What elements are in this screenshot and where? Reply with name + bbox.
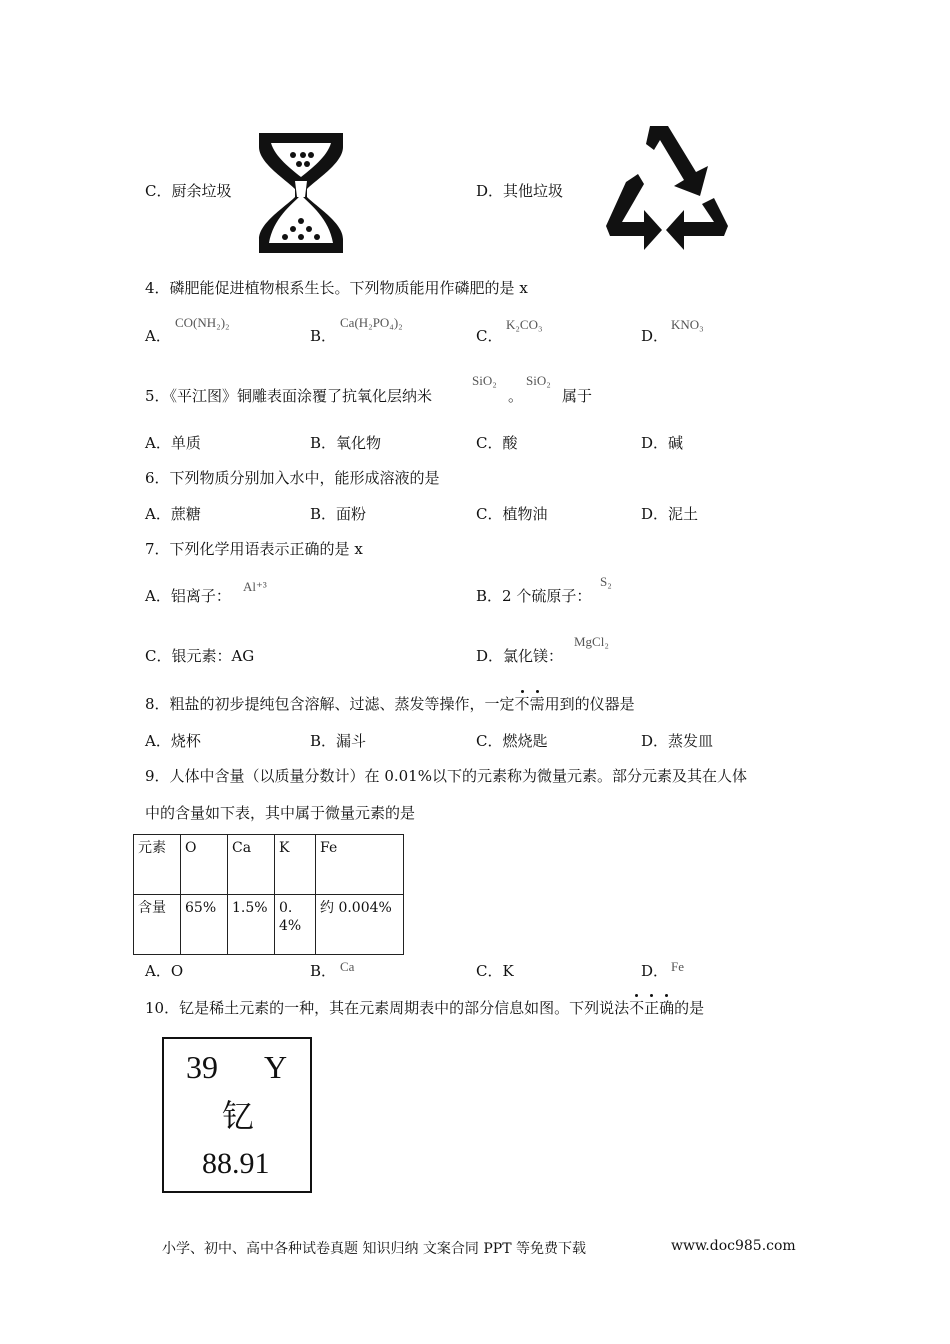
q10-stem-tail: 的是 <box>674 999 705 1017</box>
q5-option-c[interactable]: C．酸 <box>476 434 518 452</box>
q3-option-d[interactable]: D．其他垃圾 <box>476 182 564 200</box>
q3-option-c[interactable]: C．厨余垃圾 <box>145 182 232 200</box>
q6-stem: 6．下列物质分别加入水中，能形成溶液的是 <box>145 469 440 487</box>
q8-option-c[interactable]: C．燃烧匙 <box>476 732 548 750</box>
q5-formula-2: SiO₂ <box>526 373 551 388</box>
periodic-table-cell <box>162 1037 312 1193</box>
recycle-triangle-icon <box>604 122 730 258</box>
q4-option-a[interactable]: A． <box>145 327 171 345</box>
table-cell: 0.4% <box>275 895 316 955</box>
q9-option-d[interactable]: D． <box>641 962 669 980</box>
table-cell: 约 0.004% <box>316 895 404 955</box>
q6-option-d[interactable]: D．泥土 <box>641 505 699 523</box>
table-cell: 含量 <box>134 895 181 955</box>
q5-formula-1: SiO₂ <box>472 373 497 388</box>
q7-option-d[interactable]: D．氯化镁： <box>476 647 564 665</box>
q5-option-a[interactable]: A．单质 <box>145 434 201 452</box>
q9-stem-line-2: 中的含量如下表，其中属于微量元素的是 <box>145 804 416 822</box>
q4-stem: 4．磷肥能促进植物根系生长。下列物质能用作磷肥的是 x <box>145 279 528 297</box>
q7-formula-a: Al⁺³ <box>243 579 267 594</box>
q10-stem-text: 10．钇是稀土元素的一种，其在元素周期表中的部分信息如图。下列说法 <box>145 999 630 1017</box>
q8-stem-text: 8．粗盐的初步提纯包含溶解、过滤、蒸发等操作，一定 <box>145 695 515 713</box>
q6-option-a[interactable]: A．蔗糖 <box>145 505 201 523</box>
q4-formula-b: Ca(H₂PO₄)₂ <box>340 315 403 330</box>
q8-stem <box>145 694 635 714</box>
q9-option-a[interactable]: A．O <box>145 962 184 980</box>
q4-formula-c: K₂CO₃ <box>506 317 543 332</box>
q9-option-c[interactable]: C．K <box>476 962 514 980</box>
kitchen-waste-hourglass-icon <box>255 133 347 253</box>
q9-formula-b: Ca <box>340 959 355 974</box>
q7-option-a[interactable]: A．铝离子： <box>145 587 231 605</box>
q5-stem <box>145 386 432 406</box>
q4-option-c[interactable]: C． <box>476 327 503 345</box>
q8-option-b[interactable]: B．漏斗 <box>310 732 367 750</box>
q8-emphasis-char-2: 需 <box>529 695 545 713</box>
table-row <box>134 895 404 955</box>
q8-option-d[interactable]: D．蒸发皿 <box>641 732 714 750</box>
q4-formula-d: KNO₃ <box>671 317 704 332</box>
q5-stem-tail: 属于 <box>562 387 593 405</box>
q10-emphasis-char-2: 正 <box>644 999 660 1017</box>
q5-stem-period: 。 <box>508 387 524 405</box>
q9-stem-line-1: 9．人体中含量（以质量分数计）在 0.01%以下的元素称为微量元素。部分元素及其在人体 <box>145 767 747 785</box>
q9-option-b[interactable]: B． <box>310 962 337 980</box>
q5-option-d[interactable]: D．碱 <box>641 434 684 452</box>
q8-option-a[interactable]: A．烧杯 <box>145 732 201 750</box>
q4-option-b[interactable]: B． <box>310 327 337 345</box>
q8-emphasis-char-1: 不 <box>514 695 530 713</box>
element-symbol: Y <box>264 1049 288 1085</box>
q6-option-b[interactable]: B．面粉 <box>310 505 367 523</box>
table-cell: Ca <box>228 835 275 895</box>
q10-emphasis-char-3: 确 <box>659 999 675 1017</box>
q4-formula-a: CO(NH₂)₂ <box>175 315 230 330</box>
table-cell: 元素 <box>134 835 181 895</box>
q8-stem-tail: 用到的仪器是 <box>544 695 635 713</box>
table-cell: K <box>275 835 316 895</box>
table-cell: 65% <box>181 895 228 955</box>
element-content-table <box>133 834 404 955</box>
table-cell: Fe <box>316 835 404 895</box>
table-cell: 1.5% <box>228 895 275 955</box>
q10-emphasis-char-1: 不 <box>629 999 645 1017</box>
table-cell: O <box>181 835 228 895</box>
table-row <box>134 835 404 895</box>
q7-option-b[interactable]: B．2 个硫原子： <box>476 587 592 605</box>
q7-formula-d: MgCl₂ <box>574 634 609 649</box>
q9-formula-d: Fe <box>671 959 684 974</box>
q10-stem <box>145 998 704 1018</box>
q5-stem-text: 5．《平江图》铜雕表面涂覆了抗氧化层纳米 <box>145 387 433 405</box>
q5-option-b[interactable]: B．氧化物 <box>310 434 382 452</box>
atomic-mass: 88.91 <box>202 1147 270 1180</box>
element-name: 钇 <box>222 1097 255 1135</box>
footer-text: 小学、初中、高中各种试卷真题 知识归纳 文案合同 PPT 等免费下载 <box>162 1241 586 1257</box>
atomic-number: 39 <box>186 1049 218 1085</box>
q4-option-d[interactable]: D． <box>641 327 669 345</box>
q7-stem: 7．下列化学用语表示正确的是 x <box>145 540 363 558</box>
q7-formula-b: S₂ <box>600 574 612 589</box>
q7-option-c[interactable]: C．银元素：AG <box>145 647 255 665</box>
footer-link[interactable]: www.doc985.com <box>671 1238 796 1254</box>
q6-option-c[interactable]: C．植物油 <box>476 505 548 523</box>
